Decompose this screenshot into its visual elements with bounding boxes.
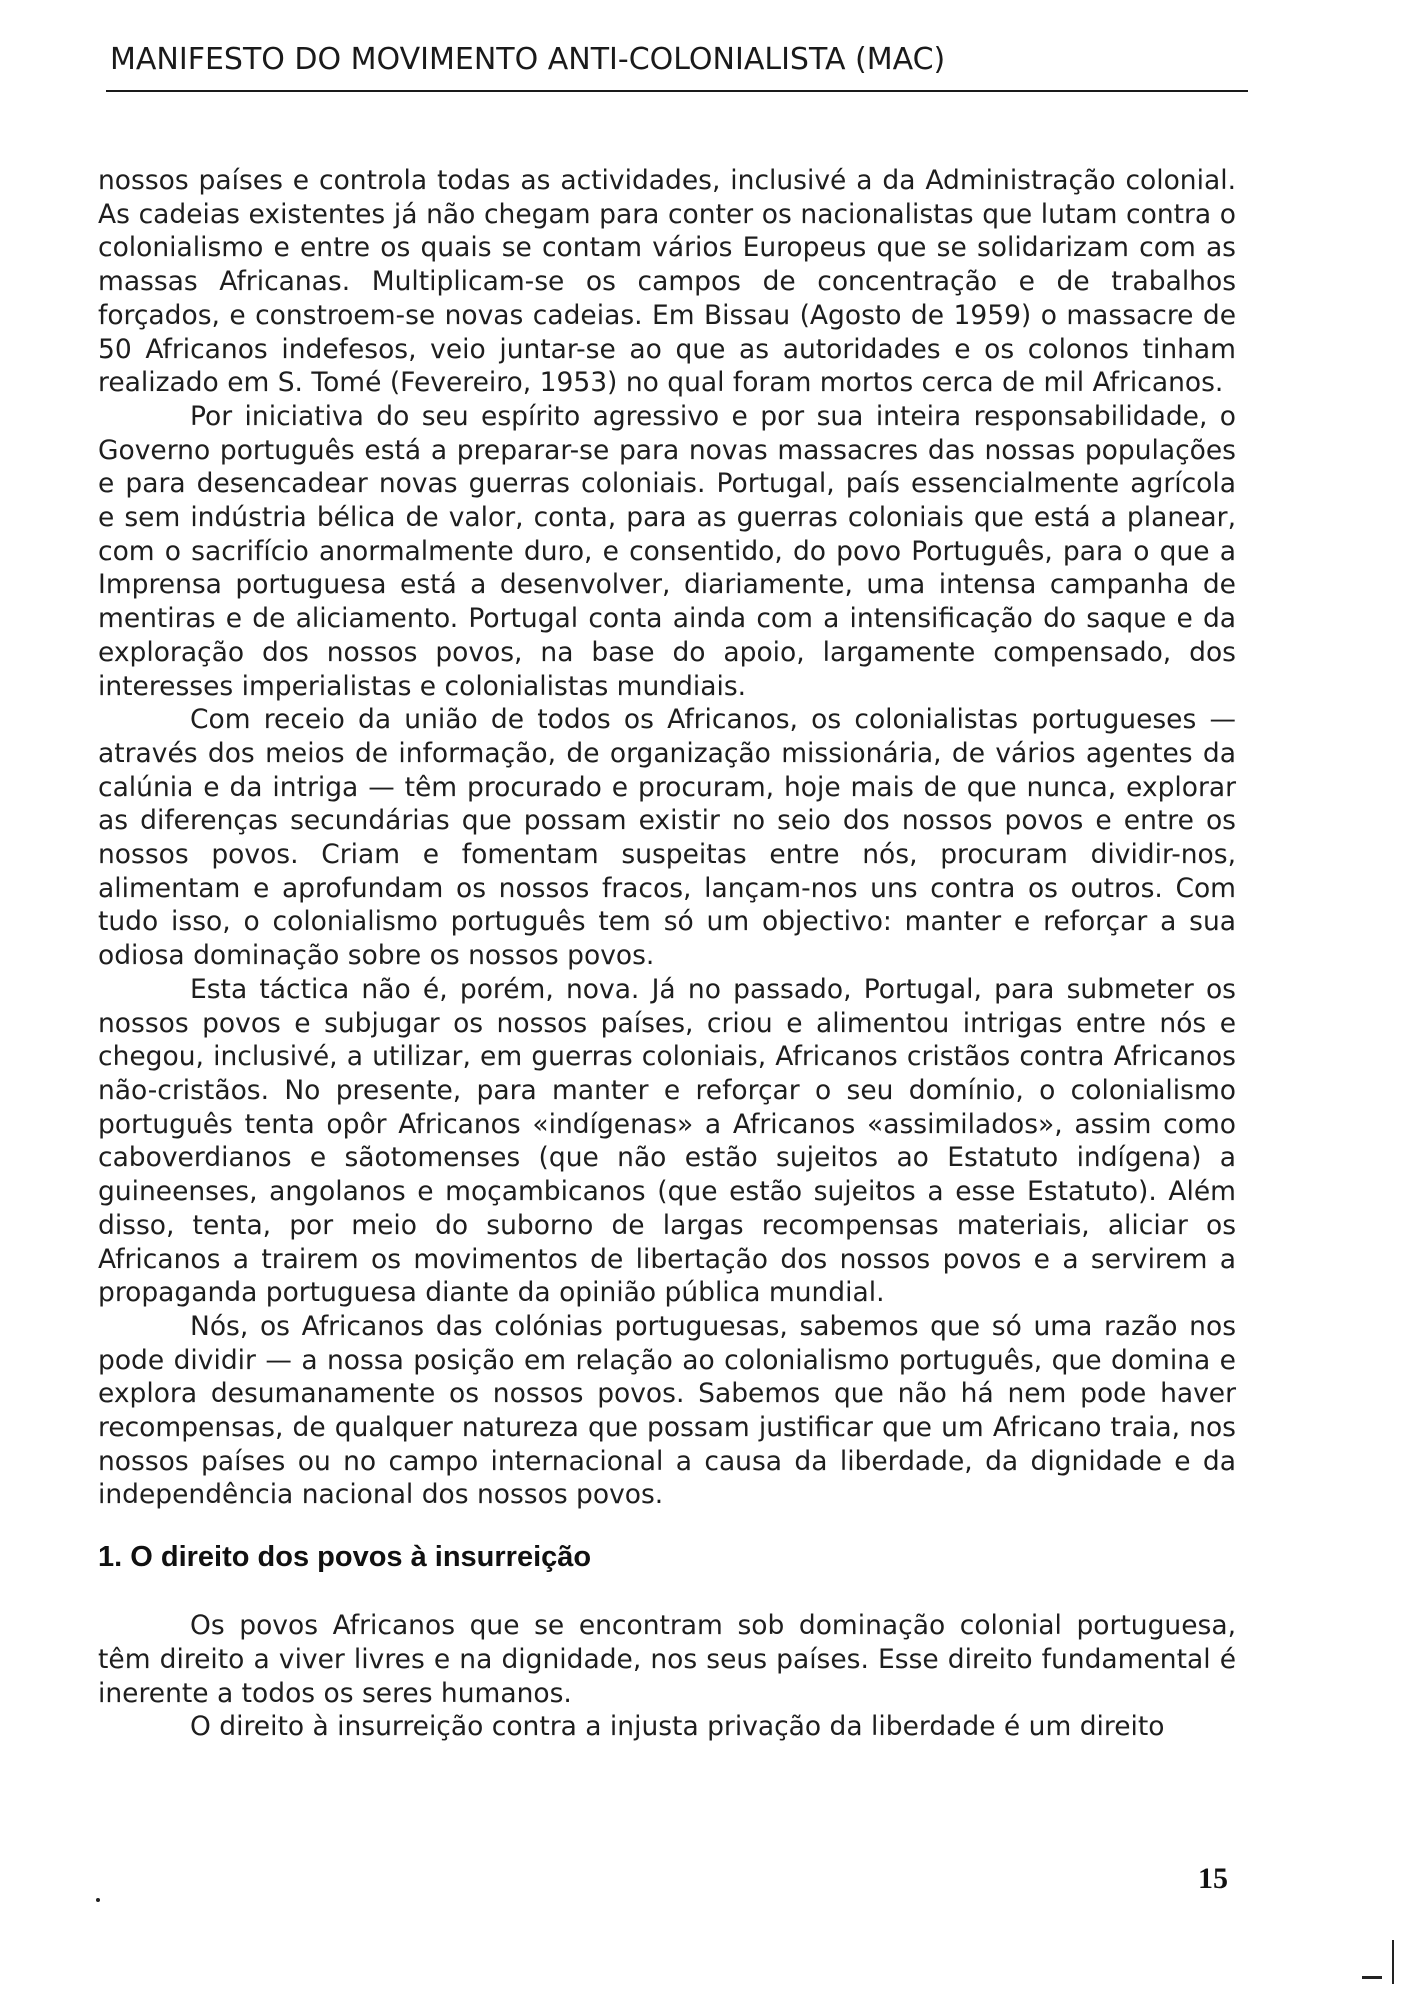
paragraph: Nós, os Africanos das colónias portuguesas, sabemos que só uma razão nos pode dividir — a nossa posição em relação ao colonialismo português, que domina e explora desumanamente os nossos povos. Sabemos que não há nem pode haver recompensas, de qualquer natureza que possam justificar que um Africano traia, nos nossos países ou no campo internacional a causa da liberdade, da dignidade e da independência nacional dos nossos povos. [98,1310,1236,1511]
paragraph: Os povos Africanos que se encontram sob dominação colonial portuguesa, têm direito a viver livres e na dignidade, nos seus países. Esse direito fundamental é inerente a todos os seres humanos. [98,1610,1236,1709]
paragraph: Com receio da união de todos os Africanos, os colonialistas portugueses — através dos meios de informação, de organização missionária, de vários agentes da calúnia e da intriga — têm procurado e procuram, hoje mais de que nunca, explorar as diferenças secundárias que possam existir no seio dos nossos povos e entre os nossos povos. Criam e fomentam suspeitas entre nós, procuram dividir-nos, alimentam e aprofundam os nossos fracos, lançam-nos uns contra os outros. Com tudo isso, o colonialismo português tem só um objectivo: manter e reforçar a sua odiosa dominação sobre os nossos povos. [98,704,1236,972]
running-head: MANIFESTO DO MOVIMENTO ANTI-COLONIALISTA (MAC) [110,42,946,77]
scan-mark [1362,1976,1382,1979]
body-text [98,164,1236,1744]
header-rule [106,90,1248,92]
paragraph: O direito à insurreição contra a injusta privação da liberdade é um direito [190,1711,1165,1743]
paragraph: Por iniciativa do seu espírito agressivo e por sua inteira responsabilidade, o Governo português está a preparar-se para novas massacres das nossas populações e para desencadear novas guerras coloniais. Portugal, país essencialmente agrícola e sem indústria bélica de valor, conta, para as guerras coloniais que está a planear, com o sacrifício anormalmente duro, e consentido, do povo Português, para o que a Imprensa portuguesa está a desenvolver, diariamente, uma intensa campanha de mentiras e de aliciamento. Portugal conta ainda com a intensificação do saque e da exploração dos nossos povos, na base do apoio, largamente compensado, dos interesses imperialistas e colonialistas mundiais. [98,400,1236,702]
section-heading: 1. O direito dos povos à insurreição [98,1541,592,1574]
paragraph-continuation: nossos países e controla todas as actividades, inclusivé a da Administração colonial. As cadeias existentes já não chegam para conter os nacionalistas que lutam contra o colonialismo e entre os quais se contam vários Europeus que se solidarizam com as massas Africanas. Multiplicam-se os campos de concentração e de trabalhos forçados, e constroem-se novas cadeias. Em Bissau (Agosto de 1959) o massacre de 50 Africanos indefesos, veio juntar-se ao que as autoridades e os colonos tinham realizado em S. Tomé (Fevereiro, 1953) no qual foram mortos cerca de mil Africanos. [98,165,1236,399]
scan-mark [96,1898,100,1902]
page-number: 15 [1198,1862,1228,1895]
scan-mark [1392,1940,1394,1984]
page-header [106,38,1250,96]
paragraph: Esta táctica não é, porém, nova. Já no passado, Portugal, para submeter os nossos povos e subjugar os nossos países, criou e alimentou intrigas entre nós e chegou, inclusivé, a utilizar, em guerras coloniais, Africanos cristãos contra Africanos não-cristãos. No presente, para manter e reforçar o seu domínio, o colonialismo português tenta opôr Africanos «indígenas» a Africanos «assimilados», assim como caboverdianos e sãotomenses (que não estão sujeitos ao Estatuto indígena) a guineenses, angolanos e moçambicanos (que estão sujeitos a esse Estatuto). Além disso, tenta, por meio do suborno de largas recompensas materiais, aliciar os Africanos a trairem os movimentos de libertação dos nossos povos e a servirem a propaganda portuguesa diante da opinião pública mundial. [98,973,1236,1309]
